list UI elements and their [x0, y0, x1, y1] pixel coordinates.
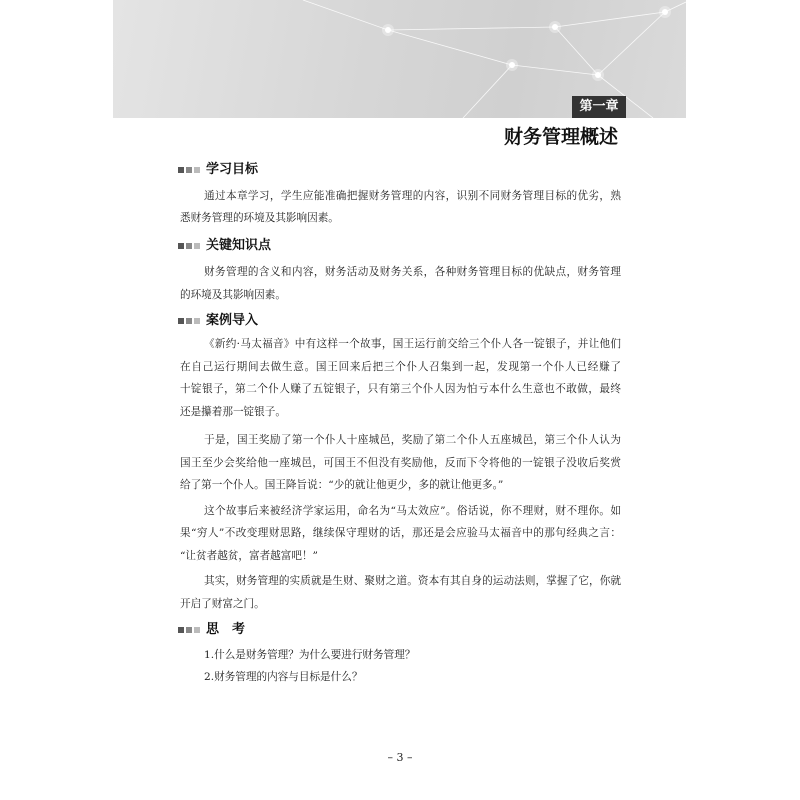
body-text-line: 给了第一个仆人。国王降旨说：“少的就让他更少，多的就让他更多。”	[180, 479, 504, 491]
section-bullet-icon	[178, 627, 200, 633]
section-header	[178, 238, 398, 254]
network-line	[463, 65, 512, 118]
body-text-line: 其实，财务管理的实质就是生财、聚财之道。资本有其自身的运动法则，掌握了它，你就	[204, 575, 621, 587]
network-line	[388, 27, 555, 30]
section-header	[178, 162, 398, 178]
section-header	[178, 622, 398, 638]
section-heading: 关键知识点	[206, 238, 272, 253]
network-line	[598, 12, 665, 75]
body-text-line: 开启了财富之门。	[180, 598, 265, 610]
body-text-line: 十锭银子，第二个仆人赚了五锭银子，只有第三个仆人因为怕亏本什么生意也不敢做，最终	[180, 383, 621, 395]
network-line	[388, 30, 512, 65]
section-bullet-icon	[178, 167, 200, 173]
network-line	[303, 0, 388, 30]
body-text-line: 于是，国王奖励了第一个仆人十座城邑，奖励了第二个仆人五座城邑，第三个仆人认为	[204, 434, 621, 446]
page-number: – 3 –	[387, 751, 413, 764]
section-header	[178, 313, 398, 329]
body-text-line: 国王至少会奖给他一座城邑，可国王不但没有奖励他，反而下令将他的一锭银子没收后奖赏	[180, 457, 621, 469]
section-heading: 思 考	[206, 622, 246, 637]
body-text-line: 《新约·马太福音》中有这样一个故事，国王运行前交给三个仆人各一锭银子，并让他们	[204, 338, 621, 350]
body-text-line: 这个故事后来被经济学家运用，命名为“马太效应”。俗话说，你不理财，财不理你。如	[204, 505, 621, 517]
question-item: 1.什么是财务管理？为什么要进行财务管理？	[204, 649, 416, 661]
section-heading: 案例导入	[206, 313, 259, 328]
body-text-line: “让贫者越贫，富者越富吧！”	[180, 550, 318, 562]
chapter-title: 财务管理概述	[503, 126, 618, 148]
section-bullet-icon	[178, 243, 200, 249]
network-node	[385, 27, 391, 33]
chapter-label: 第一章	[572, 96, 626, 118]
body-text-line: 的环境及其影响因素。	[180, 289, 286, 301]
network-node	[595, 72, 601, 78]
question-item: 2.财务管理的内容与目标是什么？	[204, 671, 363, 683]
body-text-line: 悉财务管理的环境及其影响因素。	[180, 212, 339, 224]
network-line	[512, 65, 598, 75]
network-node	[662, 9, 668, 15]
section-bullet-icon	[178, 318, 200, 324]
body-text-line: 在自己运行期间去做生意。国王回来后把三个仆人召集到一起，发现第一个仆人已经赚了	[180, 361, 621, 373]
network-line	[555, 12, 665, 27]
body-text-line: 通过本章学习，学生应能准确把握财务管理的内容，识别不同财务管理目标的优劣，熟	[204, 190, 621, 202]
body-text-line: 还是攥着那一锭银子。	[180, 406, 286, 418]
body-text-line: 财务管理的含义和内容，财务活动及财务关系，各种财务管理目标的优缺点，财务管理	[204, 266, 621, 278]
network-node	[509, 62, 515, 68]
section-heading: 学习目标	[206, 162, 259, 177]
network-node	[552, 24, 558, 30]
body-text-line: 果“穷人”不改变理财思路，继续保守理财的话，那还是会应验马太福音中的那句经典之言：	[180, 527, 621, 539]
network-line	[555, 27, 598, 75]
